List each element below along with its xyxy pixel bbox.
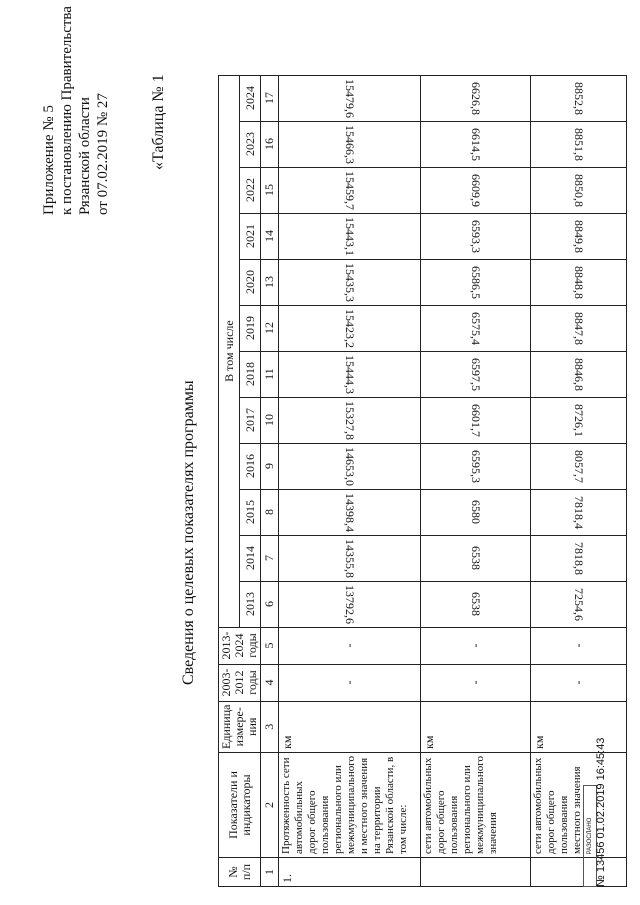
value-cell	[279, 305, 421, 351]
value-text: 8847,8	[572, 311, 586, 345]
header-year: 2013	[240, 581, 261, 627]
value-text: 15327,8	[343, 400, 357, 440]
header-year: 2022	[240, 167, 261, 213]
value-text: 6538	[469, 546, 483, 571]
header-name: Показатели и индикаторы	[219, 753, 261, 858]
value-cell	[279, 489, 421, 535]
value-text: 15443,1	[343, 216, 357, 256]
value-text: 15435,3	[343, 262, 357, 302]
value-cell	[531, 121, 627, 167]
appendix-line: Рязанской области	[77, 97, 93, 215]
header-incl: В том числе	[219, 75, 240, 627]
row-number	[421, 858, 531, 887]
col-number: 5	[261, 627, 279, 664]
col-number: 14	[261, 213, 279, 259]
table-header-row	[219, 75, 240, 886]
period-1-cell: -	[531, 664, 627, 701]
value-cell	[531, 213, 627, 259]
col-number: 10	[261, 397, 279, 443]
value-cell	[531, 443, 627, 489]
value-text: 6626,8	[469, 81, 483, 115]
value-text: 15423,2	[343, 308, 357, 348]
period-2-cell: -	[421, 627, 531, 664]
value-text: 6609,9	[469, 173, 483, 207]
value-text: 6586,5	[469, 265, 483, 299]
value-text: 8846,8	[572, 357, 586, 391]
value-cell	[421, 535, 531, 581]
value-text: 14355,8	[343, 538, 357, 578]
value-cell	[531, 305, 627, 351]
value-cell	[421, 581, 531, 627]
value-text: 15479,6	[343, 78, 357, 118]
col-number: 12	[261, 305, 279, 351]
value-cell	[279, 121, 421, 167]
value-cell	[421, 305, 531, 351]
col-number: 9	[261, 443, 279, 489]
value-cell	[531, 535, 627, 581]
header-num: № п/п	[219, 858, 261, 887]
unit-cell: км	[421, 701, 531, 752]
col-number: 17	[261, 75, 279, 121]
value-cell	[421, 397, 531, 443]
header-period-2: 2013-2024 годы	[219, 627, 261, 664]
value-cell	[531, 351, 627, 397]
value-text: 15459,7	[343, 170, 357, 210]
table-row	[421, 75, 531, 886]
value-cell	[531, 397, 627, 443]
value-text: 15466,3	[343, 124, 357, 164]
period-1-cell: -	[279, 664, 421, 701]
value-cell	[421, 167, 531, 213]
value-text: 8848,8	[572, 265, 586, 299]
distribution-stamp: РАЗОСЛАНО	[583, 785, 597, 887]
header-year: 2016	[240, 443, 261, 489]
col-number: 4	[261, 664, 279, 701]
col-number: 7	[261, 535, 279, 581]
unit-cell: км	[531, 701, 627, 752]
value-cell	[421, 259, 531, 305]
row-number: 1.	[279, 858, 421, 887]
value-text: 8057,7	[572, 449, 586, 483]
value-text: 6597,5	[469, 357, 483, 391]
header-year: 2020	[240, 259, 261, 305]
document-title: Сведения о целевых показателях программы	[180, 380, 197, 685]
value-text: 6575,4	[469, 311, 483, 345]
value-text: 6595,3	[469, 449, 483, 483]
indicator-name: Протяженность сети автомобильных дорог общего пользования регионального или межмуниципального и местного значения на территории Рязанской области, в том числе:	[279, 753, 421, 858]
column-number-row	[261, 75, 279, 886]
value-text: 14398,4	[343, 492, 357, 532]
value-cell	[531, 167, 627, 213]
value-cell	[421, 489, 531, 535]
header-year: 2017	[240, 397, 261, 443]
value-text: 8852,8	[572, 81, 586, 115]
indicators-table	[218, 75, 627, 887]
value-cell	[279, 397, 421, 443]
value-cell	[421, 351, 531, 397]
value-cell	[421, 121, 531, 167]
period-2-cell: -	[531, 627, 627, 664]
value-text: 8851,8	[572, 127, 586, 161]
value-cell	[279, 167, 421, 213]
appendix-header	[40, 6, 112, 215]
header-year: 2024	[240, 75, 261, 121]
value-cell	[421, 213, 531, 259]
value-text: 8850,8	[572, 173, 586, 207]
value-cell	[279, 351, 421, 397]
table-number: «Таблица № 1	[150, 74, 167, 170]
header-year: 2019	[240, 305, 261, 351]
indicator-name: сети автомобильных дорог общего пользования местного значения	[531, 753, 627, 858]
value-cell	[279, 581, 421, 627]
value-text: 15444,3	[343, 354, 357, 394]
value-cell	[531, 489, 627, 535]
header-period-1: 2003-2012 годы	[219, 664, 261, 701]
value-cell	[531, 581, 627, 627]
period-1-cell: -	[421, 664, 531, 701]
col-number: 6	[261, 581, 279, 627]
value-cell	[279, 443, 421, 489]
value-cell	[531, 259, 627, 305]
indicator-name: сети автомобильных дорог общего пользования регионального или межмуниципального значения	[421, 753, 531, 858]
col-number: 3	[261, 701, 279, 752]
appendix-line: Приложение № 5	[41, 105, 57, 215]
col-number: 1	[261, 858, 279, 887]
col-number: 11	[261, 351, 279, 397]
value-cell	[421, 75, 531, 121]
value-text: 6538	[469, 592, 483, 617]
value-text: 7254,6	[572, 587, 586, 621]
col-number: 2	[261, 753, 279, 858]
value-cell	[421, 443, 531, 489]
value-text: 6580	[469, 500, 483, 525]
col-number: 8	[261, 489, 279, 535]
value-text: 7818,4	[572, 495, 586, 529]
value-cell	[531, 75, 627, 121]
table-row	[279, 75, 421, 886]
row-number	[531, 858, 627, 887]
value-text: 13792,6	[343, 584, 357, 624]
value-text: 6601,7	[469, 403, 483, 437]
value-cell	[279, 259, 421, 305]
col-number: 15	[261, 167, 279, 213]
col-number: 13	[261, 259, 279, 305]
value-text: 6593,3	[469, 219, 483, 253]
header-unit: Единица измере-ния	[219, 701, 261, 752]
value-cell	[279, 213, 421, 259]
period-2-cell: -	[279, 627, 421, 664]
value-cell	[279, 535, 421, 581]
value-cell	[279, 75, 421, 121]
col-number: 16	[261, 121, 279, 167]
value-text: 14653,0	[343, 446, 357, 486]
table-row	[531, 75, 627, 886]
header-year: 2018	[240, 351, 261, 397]
appendix-line: к постановлению Правительства	[59, 6, 75, 215]
value-text: 8849,8	[572, 219, 586, 253]
value-text: 8726,1	[572, 403, 586, 437]
value-text: 7818,8	[572, 541, 586, 575]
header-year: 2023	[240, 121, 261, 167]
value-text: 6614,5	[469, 127, 483, 161]
header-year: 2014	[240, 535, 261, 581]
header-year: 2021	[240, 213, 261, 259]
appendix-line: от 07.02.2019 № 27	[95, 93, 111, 215]
unit-cell: км	[279, 701, 421, 752]
registration-number: № 13456 01.02.2019 16:45:43	[595, 737, 607, 887]
header-year: 2015	[240, 489, 261, 535]
